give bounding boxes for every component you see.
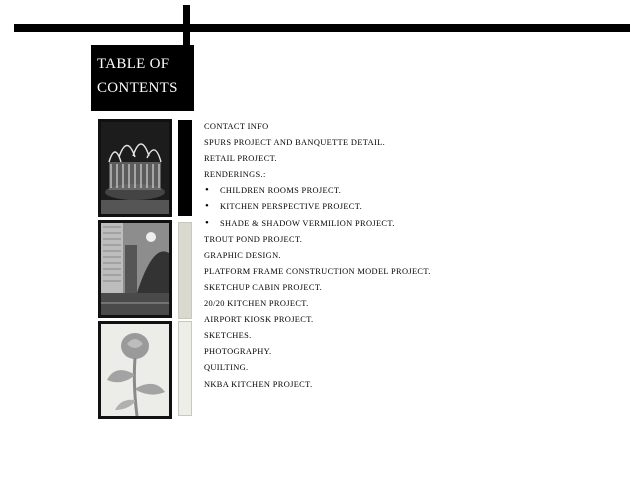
fountain-photo [98,119,172,217]
rose-photo [98,321,172,419]
toc-subitem: • KITCHEN PERSPECTIVE PROJECT. [204,199,624,215]
accent-strip-light [178,222,192,319]
accent-strip-pale [178,321,192,416]
toc-item: PHOTOGRAPHY. [204,347,272,357]
accent-strip-dark [178,120,192,216]
toc-item: SKETCHES. [204,331,252,341]
toc-subitem: • SHADE & SHADOW VERMILION PROJECT. [204,216,624,232]
title-line-2: CONTENTS [97,80,178,96]
toc-item: QUILTING. [204,363,249,373]
toc-item: 20/20 KITCHEN PROJECT. [204,299,309,309]
toc-subitem: • CHILDREN ROOMS PROJECT. [204,183,624,199]
top-rule [14,24,630,32]
toc-item: SPURS PROJECT AND BANQUETTE DETAIL. [204,138,386,148]
toc-item: RETAIL PROJECT. [204,154,277,164]
toc-item: PLATFORM FRAME CONSTRUCTION MODEL PROJECT. [204,266,431,276]
toc-item: AIRPORT KIOSK PROJECT. [204,315,314,325]
toc-item: CONTACT INFO [204,122,269,131]
page-title [91,45,194,111]
toc-item: SKETCHUP CABIN PROJECT. [204,282,323,292]
title-line-1: TABLE OF [97,56,170,72]
skyline-photo [98,220,172,318]
toc-item: GRAPHIC DESIGN. [204,250,281,260]
toc-list [204,119,624,393]
toc-item: TROUT POND PROJECT. [204,234,303,244]
toc-item: NKBA KITCHEN PROJECT. [204,379,313,389]
vertical-rule [183,5,190,45]
toc-item: RENDERINGS.: [204,170,266,180]
